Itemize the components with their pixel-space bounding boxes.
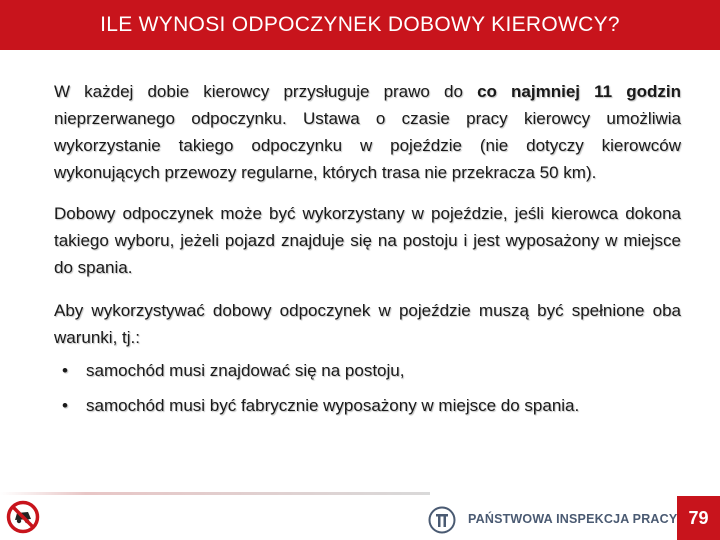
no-sleep-icon (6, 500, 40, 534)
paragraph-1 (54, 78, 681, 186)
paragraph-3: Aby wykorzystywać dobowy odpoczynek w pojeździe muszą być spełnione oba warunki, tj.: (54, 301, 681, 347)
list-item (62, 392, 681, 419)
slide-content (54, 78, 681, 427)
list-item (62, 357, 681, 384)
conditions-list (54, 357, 681, 419)
list-item-text: samochód musi znajdować się na postoju, (86, 361, 405, 380)
title-bar (0, 0, 720, 50)
footer-divider (0, 492, 430, 495)
bullet-icon: • (62, 396, 68, 415)
pip-emblem-icon (428, 506, 458, 534)
bullet-icon: • (62, 361, 68, 380)
slide-title: ILE WYNOSI ODPOCZYNEK DOBOWY KIEROWCY? (100, 13, 620, 36)
page-number: 79 (677, 496, 720, 540)
paragraph-1-start: W każdej dobie kierowcy przysługuje prawo do (54, 82, 478, 101)
paragraph-2: Dobowy odpoczynek może być wykorzystany w pojeździe, jeśli kierowca dokona takiego wyboru, jeżeli pojazd znajduje się na postoju i jest wyposażony w miejsce do spania. (54, 204, 681, 277)
paragraph-1-emphasis: co najmniej 11 godzin (477, 82, 682, 101)
list-item-text: samochód musi być fabrycznie wyposażony w miejsce do spania. (86, 396, 580, 415)
logo-text: PAŃSTWOWA INSPEKCJA PRACY (468, 512, 678, 526)
paragraph-1-end: nieprzerwanego odpoczynku. Ustawa o czasie pracy kierowcy umożliwia wykorzystanie takiego odpoczynku w pojeździe (nie dotyczy kierowców wykonujących przewozy regularne, których trasa nie przekracza 50 km). (54, 109, 681, 182)
